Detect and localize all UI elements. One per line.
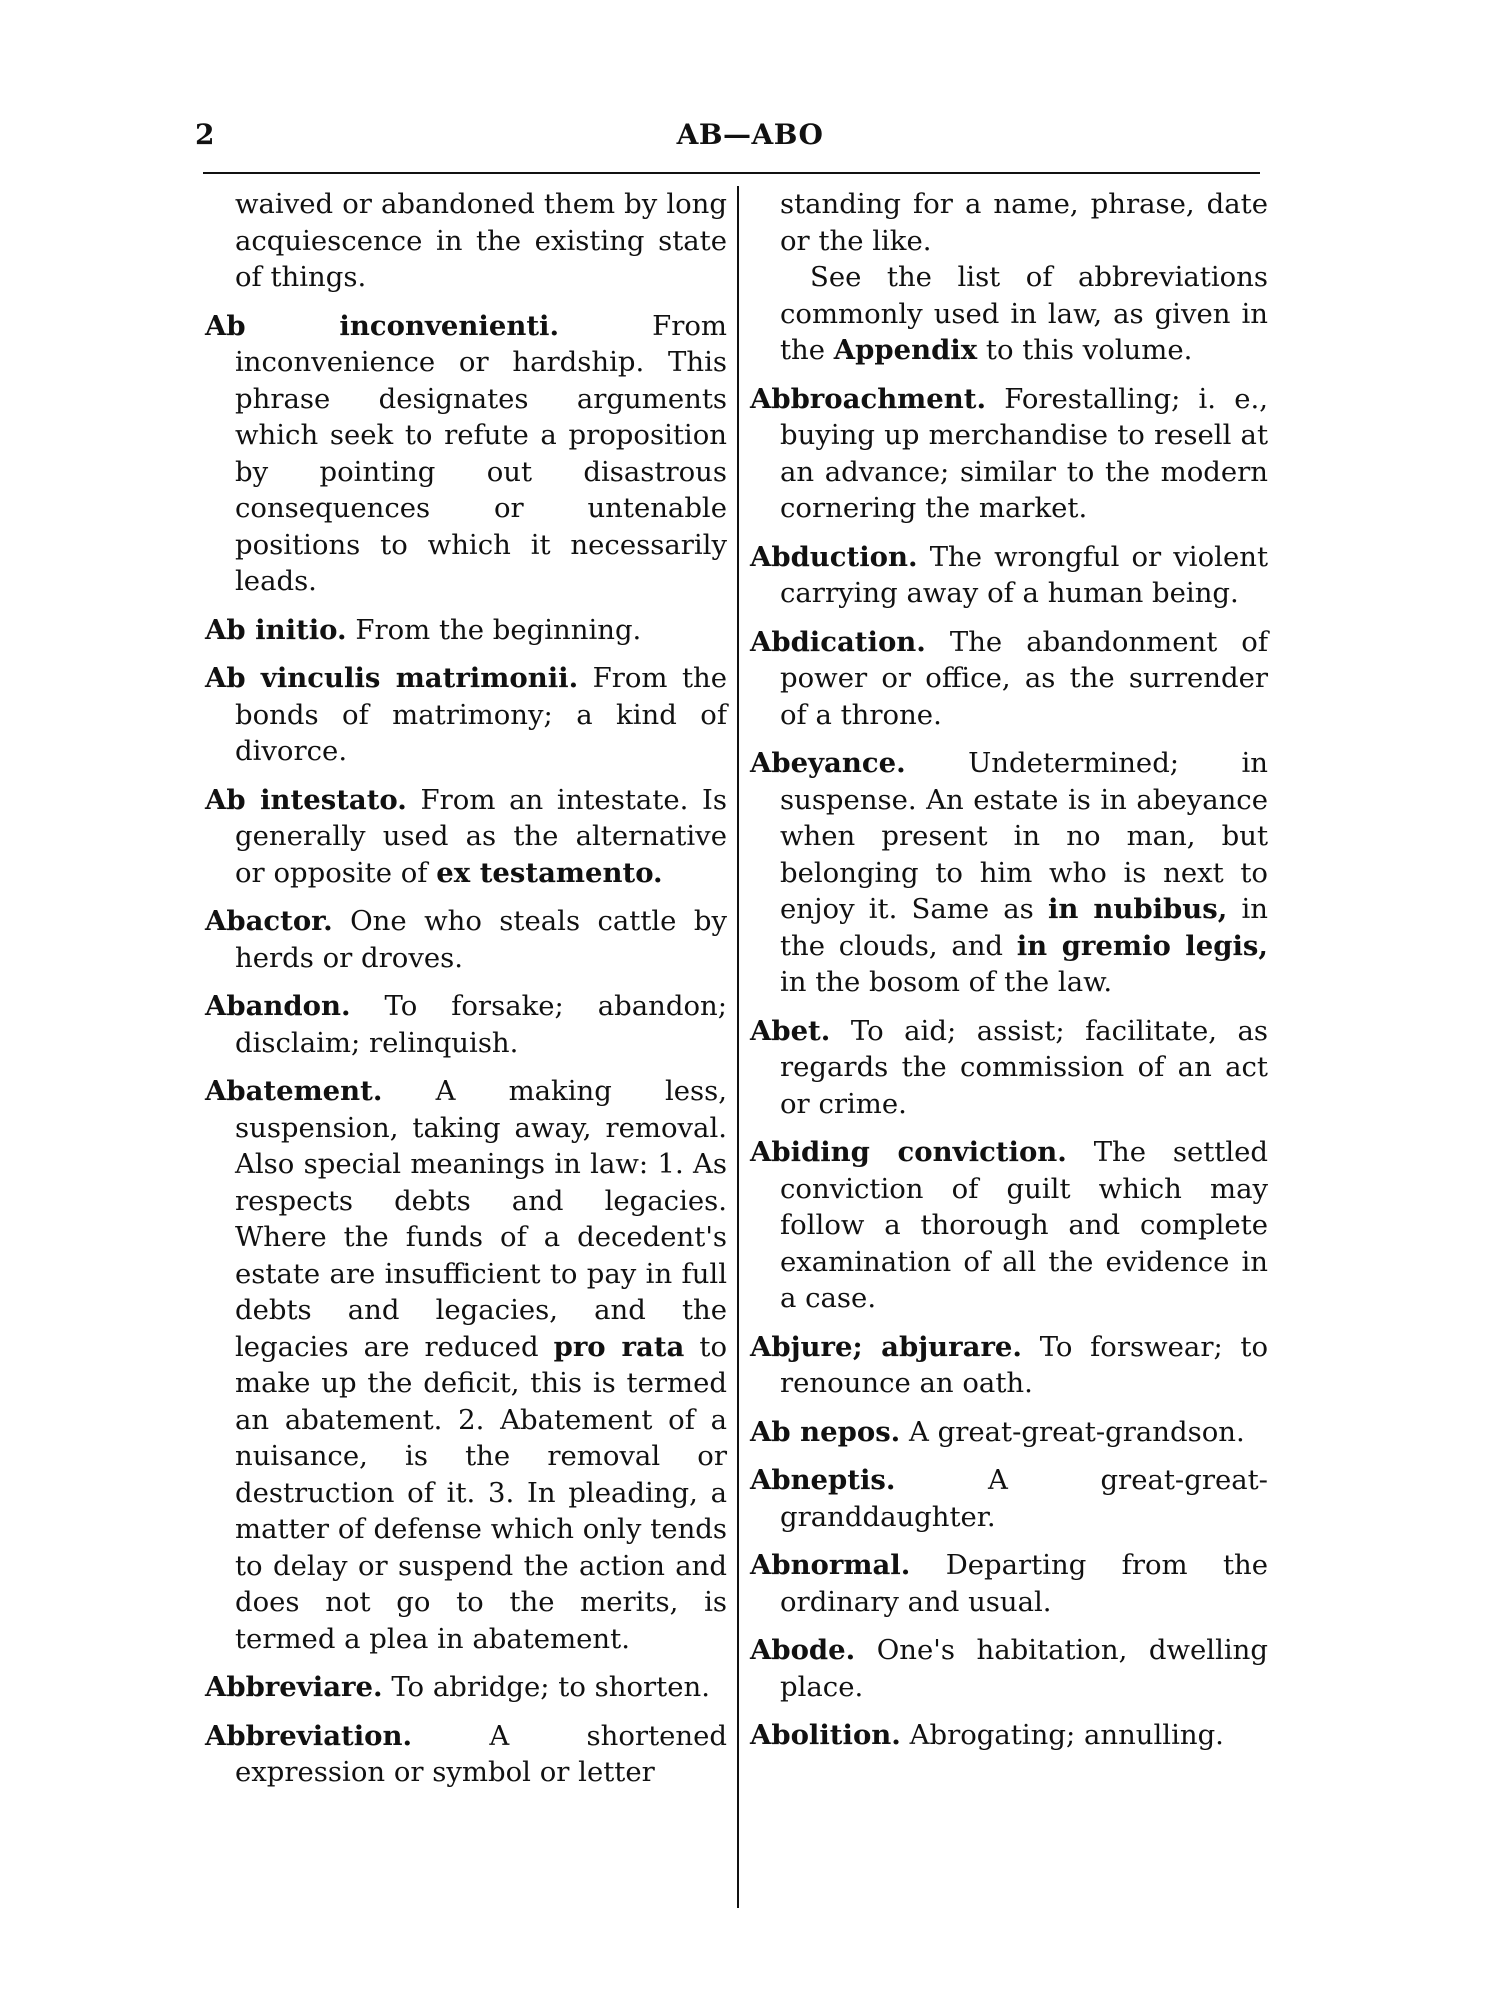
headword: Ab initio. (205, 613, 347, 646)
dictionary-entry: Abbreviation. A shortened expression or symbol or letter (205, 1719, 727, 1788)
entry-continuation: waived or abandoned them by long acquiescence in the existing state of things. (235, 188, 727, 293)
dictionary-entry: Ab vinculis matrimonii. From the bonds of matrimony; a kind of divorce. (205, 662, 727, 767)
dictionary-entry: Abactor. One who steals cattle by herds or droves. (205, 905, 727, 974)
headword: Ab intestato. (205, 783, 407, 816)
headword: Abdication. (750, 625, 926, 658)
dictionary-entry: Ab intestato. From an intestate. Is generally used as the alternative or opposite of ex testamento. (205, 783, 727, 889)
running-head: AB—ABO (676, 118, 824, 151)
dictionary-entry: Abiding conviction. The settled conviction of guilt which may follow a thorough and complete examination of all the evidence in a case. (750, 1136, 1269, 1314)
left-column (205, 186, 727, 1803)
headword: Abbreviare. (205, 1671, 383, 1703)
appendix-reference: Appendix (833, 334, 978, 366)
dictionary-entry: Abbroachment. Forestalling; i. e., buying up merchandise to resell at an advance; similar to the modern cornering the market. (750, 382, 1269, 524)
dictionary-entry: Ab initio. From the beginning. (205, 613, 642, 646)
dictionary-entry: Abolition. Abrogating; annulling. (750, 1719, 1224, 1751)
headword: Abeyance. (750, 747, 906, 779)
headword: Abactor. (205, 905, 333, 937)
headword: Abiding conviction. (750, 1136, 1067, 1168)
headword: Abet. (750, 1014, 831, 1047)
right-column (750, 186, 1268, 1766)
headword: Abjure; abjurare. (750, 1330, 1023, 1363)
latin-term: in nubibus, (1047, 893, 1228, 925)
headword: Abandon. (205, 990, 351, 1022)
dictionary-entry: Ab inconvenienti. From inconvenience or hardship. This phrase designates arguments which seek to refute a proposition by pointing out disastrous consequences or untenable positions to which it necessarily leads. (205, 309, 727, 597)
latin-term: ex testamento. (436, 856, 663, 889)
headword: Abbroachment. (750, 382, 987, 415)
entry-continuation: standing for a name, phrase, date or the like. (780, 188, 1268, 257)
dictionary-entry: Abdication. The abandonment of power or office, as the surrender of a throne. (750, 625, 1269, 731)
headword: Abatement. (205, 1075, 383, 1107)
dictionary-entry: Abnormal. Departing from the ordinary and usual. (750, 1549, 1269, 1618)
dictionary-entry: Abet. To aid; assist; facilitate, as regards the commission of an act or crime. (750, 1014, 1269, 1120)
page-number: 2 (195, 118, 215, 151)
headword: Abduction. (750, 540, 918, 573)
column-divider (737, 186, 739, 1908)
dictionary-entry: Abeyance. Undetermined; in suspense. An estate is in abeyance when present in no man, but belonging to him who is next to enjoy it. Same as in nubibus, in the clouds, and in gremio legis, in the bosom of the law. (750, 747, 1268, 998)
dictionary-entry: Abduction. The wrongful or violent carrying away of a human being. (750, 540, 1268, 609)
dictionary-entry: Abjure; abjurare. To forswear; to renounce an oath. (750, 1330, 1269, 1399)
headword: Ab nepos. (750, 1415, 901, 1448)
dictionary-entry: Abneptis. A great-great-granddaughter. (750, 1464, 1268, 1533)
headword: Abolition. (750, 1719, 901, 1751)
headword: Abode. (750, 1634, 856, 1666)
dictionary-entry: Abatement. A making less, suspension, taking away, removal. Also special meanings in law: 1. As respects debts and legacies. Where the funds of a decedent's estate are insufficient to pay in full debts and legacies, and the legacies are reduced pro rata to make up the deficit, this is termed an abatement. 2. Abatement of a nuisance, is the removal or destruction of it. 3. In pleading, a matter of defense which only tends to delay or suspend the action and does not go to the merits, is termed a plea in abatement. (205, 1075, 728, 1655)
see-also-note: See the list of abbreviations commonly used in law, as given in the Appendix to this volume. (780, 261, 1268, 366)
dictionary-entry: Abbreviare. To abridge; to shorten. (205, 1671, 710, 1703)
latin-term: pro rata (553, 1330, 685, 1363)
dictionary-entry: Ab nepos. A great-great-grandson. (750, 1415, 1245, 1448)
header-rule (203, 172, 1260, 174)
latin-term: in gremio legis, (1016, 929, 1268, 962)
headword: Ab inconvenienti. (205, 309, 560, 342)
headword: Ab vinculis matrimonii. (205, 662, 579, 694)
dictionary-entry: Abode. One's habitation, dwelling place. (750, 1634, 1268, 1703)
headword: Abbreviation. (205, 1719, 413, 1752)
headword: Abneptis. (750, 1464, 896, 1496)
headword: Abnormal. (750, 1549, 911, 1581)
dictionary-entry: Abandon. To forsake; abandon; disclaim; relinquish. (205, 990, 727, 1059)
